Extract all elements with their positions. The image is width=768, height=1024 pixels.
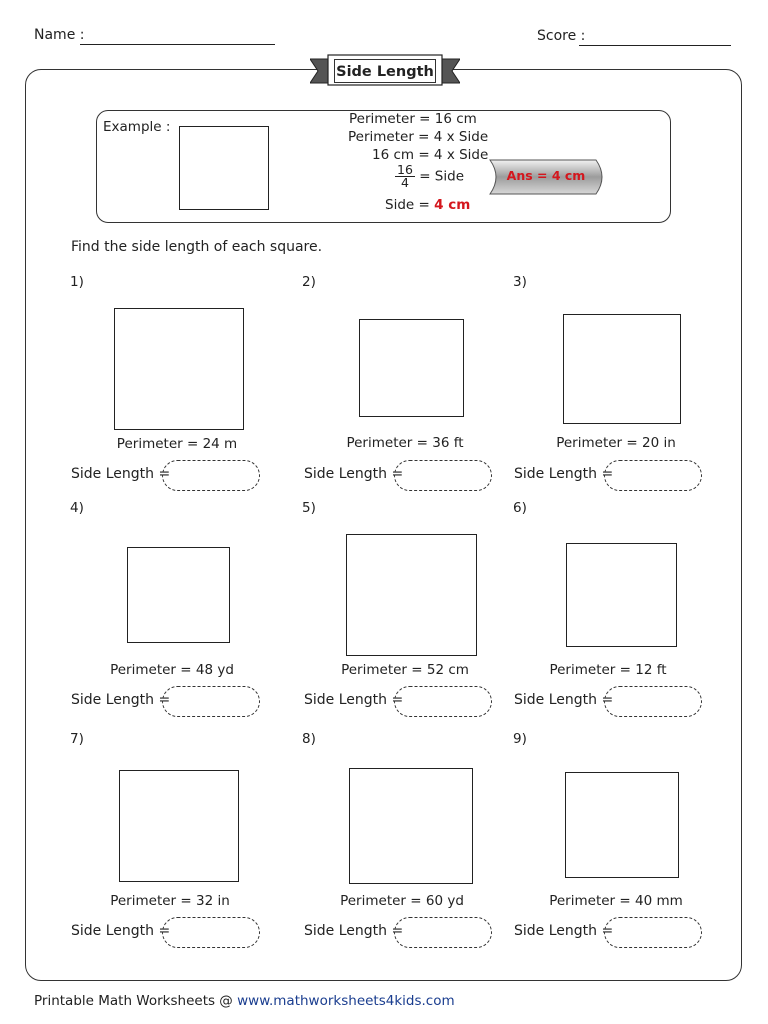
problem-7-perimeter: Perimeter = 32 in xyxy=(110,893,230,909)
problem-6-number: 6) xyxy=(513,500,527,516)
problem-7-answer-field[interactable] xyxy=(162,917,260,948)
fraction-rest: = Side xyxy=(419,168,465,185)
example-label: Example : xyxy=(103,119,171,135)
problem-8-square xyxy=(349,768,473,884)
example-line-3: 16 cm = 4 x Side xyxy=(372,147,489,163)
problem-8-side-label: Side Length = xyxy=(304,923,404,939)
problem-9-square xyxy=(565,772,679,878)
problem-7-square xyxy=(119,770,239,882)
problem-2-number: 2) xyxy=(302,274,316,290)
example-line-1: Perimeter = 16 cm xyxy=(349,111,477,127)
footer xyxy=(34,993,455,1009)
example-answer: Ans = 4 cm xyxy=(506,168,586,183)
fraction-numerator: 16 xyxy=(397,162,413,177)
example-side-prefix: Side = xyxy=(385,197,430,213)
problem-3-number: 3) xyxy=(513,274,527,290)
example-side-value: 4 cm xyxy=(434,197,471,213)
problem-5-square xyxy=(346,534,477,656)
problem-8-answer-field[interactable] xyxy=(394,917,492,948)
problem-2-answer-field[interactable] xyxy=(394,460,492,491)
problem-5-perimeter: Perimeter = 52 cm xyxy=(341,662,469,678)
problem-1-answer-field[interactable] xyxy=(162,460,260,491)
instruction-text: Find the side length of each square. xyxy=(71,239,323,255)
problem-3-perimeter: Perimeter = 20 in xyxy=(556,435,676,451)
example-fraction xyxy=(395,164,415,189)
problem-4-answer-field[interactable] xyxy=(162,686,260,717)
example-square xyxy=(179,126,269,210)
problem-2-square xyxy=(359,319,464,417)
problem-2-side-label: Side Length = xyxy=(304,466,404,482)
name-label: Name : xyxy=(34,27,85,43)
problem-9-answer-field[interactable] xyxy=(604,917,702,948)
problem-8-perimeter: Perimeter = 60 yd xyxy=(340,893,464,909)
problem-6-square xyxy=(566,543,677,647)
problem-4-side-label: Side Length = xyxy=(71,692,171,708)
problem-6-side-label: Side Length = xyxy=(514,692,614,708)
problem-9-number: 9) xyxy=(513,731,527,747)
name-field[interactable] xyxy=(80,28,275,45)
problem-3-side-label: Side Length = xyxy=(514,466,614,482)
problem-8-number: 8) xyxy=(302,731,316,747)
problem-4-perimeter: Perimeter = 48 yd xyxy=(110,662,234,678)
problem-1-perimeter: Perimeter = 24 m xyxy=(116,436,238,452)
problem-7-side-label: Side Length = xyxy=(71,923,171,939)
problem-1-number: 1) xyxy=(70,274,84,290)
example-fraction-line xyxy=(395,164,464,189)
problem-6-perimeter: Perimeter = 12 ft xyxy=(549,662,667,678)
score-field[interactable] xyxy=(579,29,731,46)
problem-5-number: 5) xyxy=(302,500,316,516)
example-line-2: Perimeter = 4 x Side xyxy=(348,129,489,145)
problem-7-number: 7) xyxy=(70,731,84,747)
problem-5-side-label: Side Length = xyxy=(304,692,404,708)
footer-link[interactable]: www.mathworksheets4kids.com xyxy=(237,993,455,1009)
problem-9-side-label: Side Length = xyxy=(514,923,614,939)
problem-4-number: 4) xyxy=(70,500,84,516)
problem-3-answer-field[interactable] xyxy=(604,460,702,491)
score-label: Score : xyxy=(537,28,586,44)
page-title: Side Length xyxy=(334,59,436,83)
problem-1-square xyxy=(114,308,244,430)
fraction-denominator: 4 xyxy=(400,175,409,190)
problem-9-perimeter: Perimeter = 40 mm xyxy=(549,893,683,909)
footer-prefix: Printable Math Worksheets @ xyxy=(34,993,238,1009)
example-side-line xyxy=(385,197,470,213)
problem-1-side-label: Side Length = xyxy=(71,466,171,482)
problem-6-answer-field[interactable] xyxy=(604,686,702,717)
problem-4-square xyxy=(127,547,230,643)
problem-5-answer-field[interactable] xyxy=(394,686,492,717)
problem-2-perimeter: Perimeter = 36 ft xyxy=(346,435,464,451)
problem-3-square xyxy=(563,314,681,424)
